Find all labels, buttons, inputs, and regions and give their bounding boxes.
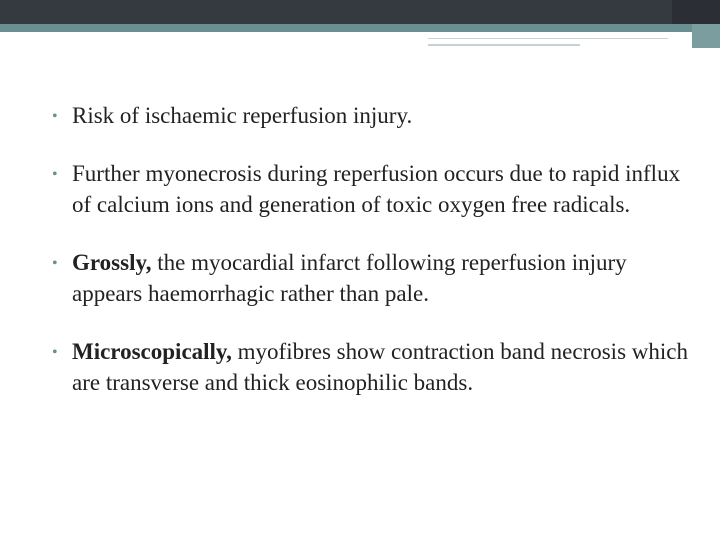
bullet-item-microscopically xyxy=(52,336,702,398)
slide-bullet-list xyxy=(52,100,702,398)
bullet-bold-lead: Microscopically, xyxy=(72,339,232,364)
bullet-text: Further myonecrosis during reperfusion occurs due to rapid influx of calcium ions and generation of toxic oxygen free radicals. xyxy=(72,161,681,217)
bullet-bold-lead: Grossly, xyxy=(72,250,152,275)
bullet-text: myofibres show contraction band necrosis which are transverse and thick eosinophilic bands. xyxy=(72,339,688,395)
bullet-icon: • xyxy=(52,108,58,125)
bullet-icon: • xyxy=(52,344,58,361)
bullet-text: Risk of ischaemic reperfusion injury. xyxy=(72,103,413,128)
decorative-rule-long xyxy=(428,38,668,39)
header-band xyxy=(0,0,720,24)
bullet-text: the myocardial infarct following reperfusion injury appears haemorrhagic rather than pale. xyxy=(72,250,627,306)
bullet-item-myonecrosis xyxy=(52,158,702,220)
accent-band xyxy=(0,24,720,32)
accent-band-corner xyxy=(692,24,720,48)
bullet-icon: • xyxy=(52,166,58,183)
bullet-item-risk xyxy=(52,100,702,131)
decorative-rule-short xyxy=(428,44,580,46)
header-band-accent xyxy=(672,0,720,24)
bullet-icon: • xyxy=(52,255,58,272)
bullet-item-grossly xyxy=(52,247,702,309)
